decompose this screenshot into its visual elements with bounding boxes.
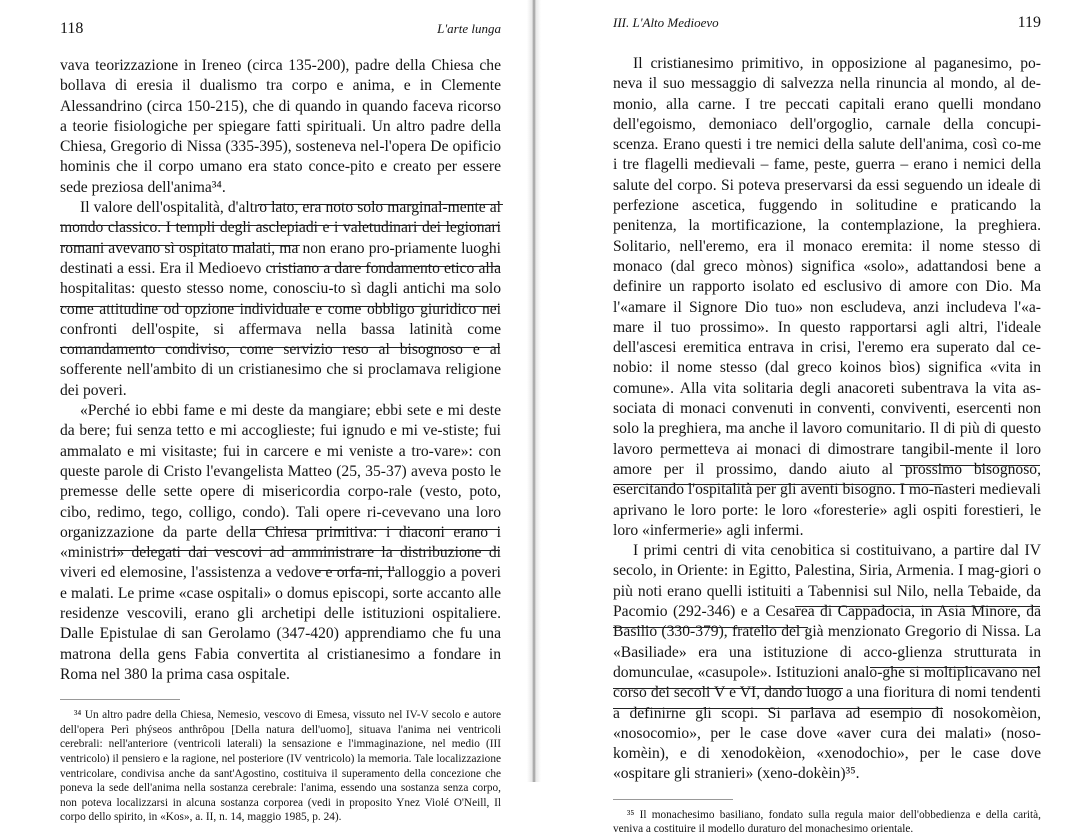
pen-underline (60, 347, 500, 348)
pen-underline (258, 204, 503, 205)
pen-underline (60, 225, 500, 226)
pen-underline (613, 688, 843, 689)
left-paragraph-2: Il valore dell'ospitalità, d'altro lato, era noto solo marginal-mente al mondo classico. I templi degli asclepiadi e i valetudinari dei legionari romani avevano sì ospitato malati, ma non erano pro-priamente luoghi destinati a essi. Era il Medioevo cristiano a dare fondamento etico alla hospitalitas: questo stesso nome, conosciu-to sì dagli antichi ma solo come attitudine od opzione individuale e come obbligo giuridico nei confronti dell'ospite, si affermava nella bassa latinità come comandamento condiviso, come servizio reso al bisognoso e al sofferente nell'ambito di un cristianesimo che si proclamava religione dei poveri. (60, 199, 501, 399)
right-paragraph-2: I primi centri di vita cenobitica si costituivano, a partire dal IV secolo, in Oriente: in Egitto, Palestina, Siria, Armenia. I mag-giori o più noti erano quelli istituiti a Tabennisi sul Nilo, nella Tebaide, da Pacomio (292-346) e a Cesarea di Cappadocia, in Asia Minore, da Basilio (330-379), fratello del già menzionato Gregorio di Nissa. La «Basiliade» era una istituzione di acco-glienza strutturata in domunculae, «casupole». Istituzioni analo-ghe si moltiplicavano nel corso dei secoli V e VI, dando luogo a una fioritura di nomi tendenti a definirne gli scopi. Si parlava ad esempio di nosokomèion, «nosocomio», per le case dove «aver cura dei malati» (noso-komèin), e di xenodokèion, «xenodochio», per le case dove «ospitare gli stranieri» (xeno-dokèin)³⁵. (613, 542, 1041, 783)
left-running-title: L'arte lunga (437, 21, 501, 36)
pen-underline (613, 627, 808, 628)
left-page (0, 0, 525, 824)
left-running-head (60, 20, 501, 46)
left-paragraph-3: «Perché io ebbi fame e mi deste da mangiare; ebbi sete e mi deste da bere; fui senza tetto e mi accoglieste; fui ignudo e mi ve-stiste; fui ammalato e mi visitaste; fui in carcere e mi veniste a tro-vare»: con queste parole di Cristo l'evangelista Matteo (25, 35-37) aveva posto le premesse delle sette opere di misericordia corpo-rale (vesto, poto, cibo, redimo, tego, colligo, condo). Tali opere ri-cevevano una loro organizzazione da parte della Chiesa primitiva: i diaconi erano i «ministri» delegati dai vescovi ad amministrare la distribuzione di viveri ed elemosine, l'assistenza a vedove e orfa-ni, l'alloggio a poveri e malati. Le prime «case ospitali» o domus episcopi, sorte accanto alle residenze vescovili, erano gli archetipi delle istituzioni ospitaliere. Dalle Epistulae di san Gerolamo (347-420) apprendiamo che fu una matrona della gens Fabia convertita al cristianesimo a fondare in Roma nel 380 la prima casa ospitale. (60, 402, 501, 683)
pen-underline (60, 306, 500, 307)
right-body-text (613, 54, 1041, 785)
pen-underline (870, 667, 1040, 668)
left-body-text (60, 56, 501, 685)
pen-underline (60, 245, 300, 246)
pen-underline (270, 266, 500, 267)
pen-underline (315, 570, 395, 571)
pen-underline (900, 465, 1040, 466)
pen-underline (110, 550, 500, 551)
right-running-title: III. L'Alto Medioevo (613, 15, 719, 30)
pen-underline (250, 529, 500, 530)
right-footnote-separator (613, 799, 733, 800)
right-running-head (613, 14, 1041, 40)
right-footnote-35: ³⁵ Il monachesimo basiliano, fondato sulla regula maior dell'obbedienza e della carità, veniva a costituire il modello duraturo del monachesimo orientale. (613, 808, 1041, 836)
pen-underline (795, 606, 1040, 607)
right-paragraph-1: Il cristianesimo primitivo, in opposizione al paganesimo, po-neva il suo messaggio di salvezza nella rinuncia al mondo, al de-monio, alla carne. I tre peccati capitali erano quelli mondano dell'egoismo, demoniaco dell'orgoglio, carnale della concupi-scenza. Erano questi i tre nemici della salute dell'anima, così co-me i tre flagelli medievali – fame, peste, guerra – erano i nemici della salute del corpo. Si poteva preservarsi da essi seguendo un ideale di perfezione ascetica, fuggendo in solitudine e praticando la penitenza, la mortificazione, la contemplazione, la preghiera. Solitario, nell'eremo, era il monaco eremita: il nome stesso di monaco (dal greco mònos) significa «solo», adattandosi bene a definire un rapporto isolato ed esclusivo di amore con Dio. Ma l'«amare il Signore Dio tuo» non escludeva, anzi includeva l'«a-mare il tuo prossimo». In questo rapportarsi agli altri, l'ideale dell'ascesi eremitica entrava in crisi, l'eremo era superato dal ce-nobio: il nome stesso (dal greco koinos bìos) significa «vita in comune». Alla vita solitaria degli anacoreti subentrava la vita as-sociata di monaci convenuti in conventi, conviventi, esercenti non solo la preghiera, ma anche il lavoro comunitario. Il di più di questo lavoro permetteva ai monaci di dimostrare tangibil-mente il loro amore per il prossimo, dando aiuto al prossimo bisognoso, esercitando l'ospitalità per gli aventi bisogno. I mo-nasteri medievali aprivano le loro porte: le loro «foresterie» agli ospiti forestieri, le loro «infermerie» agli infermi. (613, 55, 1041, 539)
book-gutter (527, 0, 541, 782)
left-paragraph-1: vava teorizzazione in Ireneo (circa 135-200), padre della Chiesa che bollava di eresia il dualismo tra corpo e anima, e in Clemente Alessandrino (circa 150-215), che di quando in quando faceva ricorso a teorie fisiologiche per spiegare fatti spirituali. Un altro padre della Chiesa, Gregorio di Nissa (335-395), sosteneva nel-l'opera De opificio hominis che il corpo umano era stato conce-pito e creato per essere sede preziosa dell'anima³⁴. (60, 57, 501, 196)
pen-underline (613, 484, 943, 485)
pen-underline (613, 708, 943, 709)
left-footnote-34: ³⁴ Un altro padre della Chiesa, Nemesio, vescovo di Emesa, vissuto nel IV-V secolo e autore dell'opera Perì phýseos anthrôpou [Della natura dell'uomo], situava l'anima nei ventricoli cerebrali: nell'anteriore (ventricoli laterali) la sensazione e l'immaginazione, nel medio (III ventricolo) il pensiero e la ragione, nel posteriore (IV ventricolo) la memoria. Tale localizzazione ventricolare, condivisa anche da sant'Agostino, costituiva il superamento della concezione che poneva la sede dell'anima nella sostanza cerebrale: l'anima, essendo una sostanza senza corpo, non poteva localizzarsi in alcuna sostanza corporea (vedi in proposito Ynez Violé O'Neill, Il corpo dello spirito, in «Kos», a. II, n. 14, maggio 1985, p. 24). (60, 709, 501, 824)
right-page-number: 119 (1017, 14, 1041, 31)
left-page-number: 118 (60, 20, 84, 37)
left-footnote-separator (60, 699, 180, 700)
right-page (543, 0, 1071, 836)
